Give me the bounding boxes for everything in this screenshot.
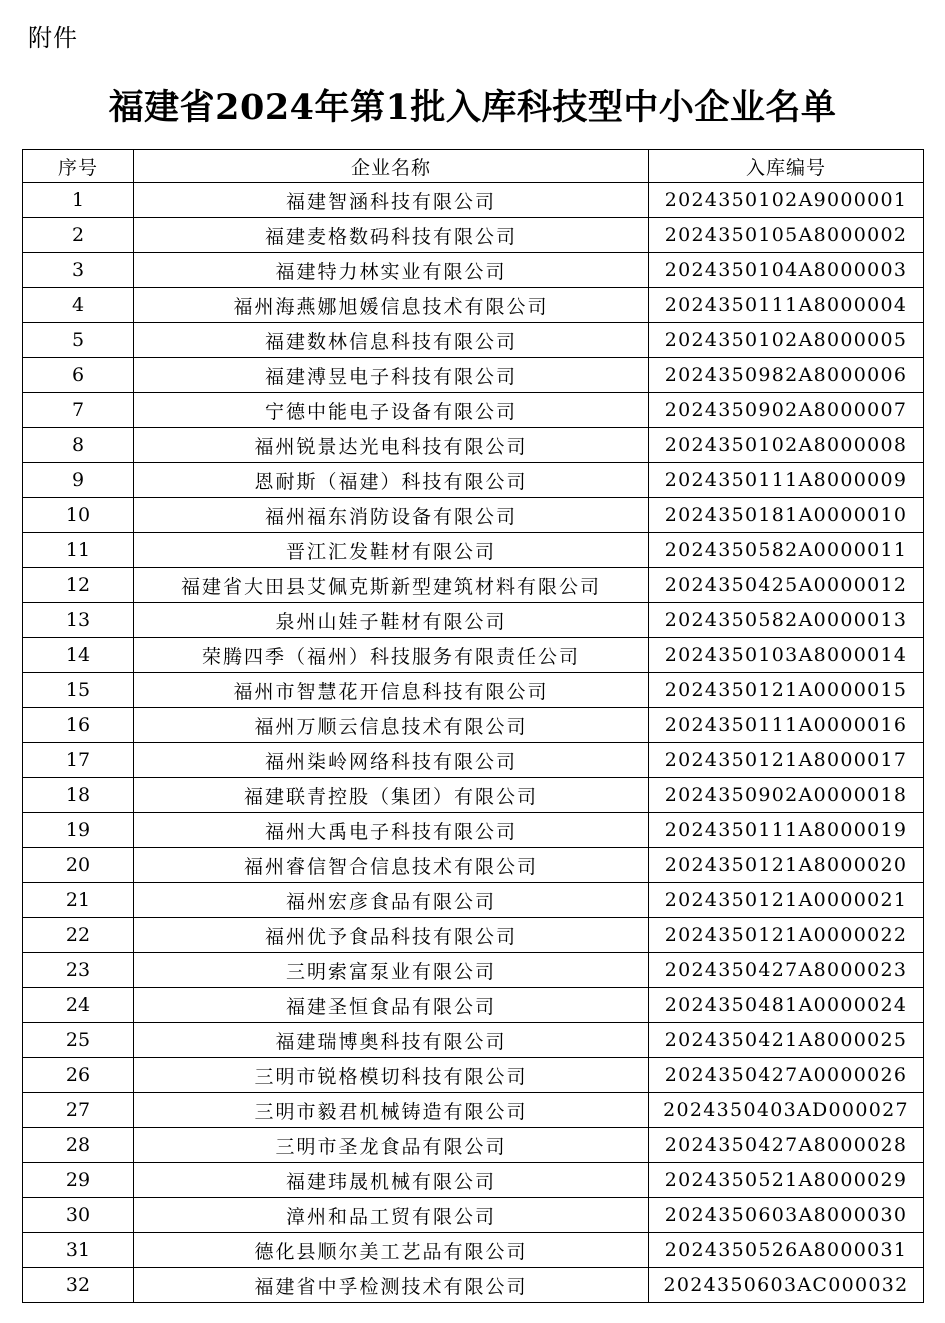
table-row [23,953,924,988]
company-name-cell: 漳州和品工贸有限公司 [134,1198,649,1233]
company-name-cell: 福建圣恒食品有限公司 [134,988,649,1023]
registration-code-cell: 2024350121A8000017 [649,743,924,778]
company-name-cell: 福建玮晟机械有限公司 [134,1163,649,1198]
registration-code-cell: 2024350403AD000027 [649,1093,924,1128]
table-row [23,288,924,323]
registration-code-cell: 2024350105A8000002 [649,218,924,253]
company-name-cell: 福建省中孚检测技术有限公司 [134,1268,649,1303]
table-row [23,323,924,358]
table-row [23,813,924,848]
table-row [23,1268,924,1303]
row-index-cell: 11 [23,533,134,568]
registration-code-cell: 2024350104A8000003 [649,253,924,288]
company-name-cell: 恩耐斯（福建）科技有限公司 [134,463,649,498]
registration-code-cell: 2024350526A8000031 [649,1233,924,1268]
attachment-label: 附件 [28,24,78,52]
registration-code-cell: 2024350582A0000011 [649,533,924,568]
company-name-cell: 三明市毅君机械铸造有限公司 [134,1093,649,1128]
row-index-cell: 2 [23,218,134,253]
row-index-cell: 14 [23,638,134,673]
row-index-cell: 30 [23,1198,134,1233]
table-row [23,918,924,953]
table-row [23,463,924,498]
table-row [23,1093,924,1128]
row-index-cell: 26 [23,1058,134,1093]
registration-code-cell: 2024350982A8000006 [649,358,924,393]
row-index-cell: 28 [23,1128,134,1163]
registration-code-cell: 2024350427A8000023 [649,953,924,988]
table-row [23,498,924,533]
registration-code-cell: 2024350481A0000024 [649,988,924,1023]
table-row [23,743,924,778]
company-name-cell: 福州优予食品科技有限公司 [134,918,649,953]
company-name-cell: 福建瑞博奥科技有限公司 [134,1023,649,1058]
row-index-cell: 5 [23,323,134,358]
registration-code-cell: 2024350427A0000026 [649,1058,924,1093]
column-header-code: 入库编号 [649,150,924,183]
row-index-cell: 16 [23,708,134,743]
registration-code-cell: 2024350902A0000018 [649,778,924,813]
company-name-cell: 三明市圣龙食品有限公司 [134,1128,649,1163]
company-name-cell: 福州宏彦食品有限公司 [134,883,649,918]
company-name-cell: 福建省大田县艾佩克斯新型建筑材料有限公司 [134,568,649,603]
table-row [23,883,924,918]
company-name-cell: 福建智涵科技有限公司 [134,183,649,218]
table-header-row [23,150,924,183]
registration-code-cell: 2024350111A8000009 [649,463,924,498]
company-name-cell: 宁德中能电子设备有限公司 [134,393,649,428]
row-index-cell: 17 [23,743,134,778]
company-name-cell: 福州柒岭网络科技有限公司 [134,743,649,778]
company-name-cell: 福建特力林实业有限公司 [134,253,649,288]
table-row [23,1198,924,1233]
table-row [23,1163,924,1198]
company-name-cell: 三明索富泵业有限公司 [134,953,649,988]
table-row [23,533,924,568]
table-row [23,183,924,218]
company-name-cell: 福州锐景达光电科技有限公司 [134,428,649,463]
registration-code-cell: 2024350521A8000029 [649,1163,924,1198]
row-index-cell: 15 [23,673,134,708]
row-index-cell: 31 [23,1233,134,1268]
table-body [23,183,924,1303]
company-name-cell: 福州市智慧花开信息科技有限公司 [134,673,649,708]
registration-code-cell: 2024350102A9000001 [649,183,924,218]
table-row [23,568,924,603]
registration-code-cell: 2024350111A8000019 [649,813,924,848]
row-index-cell: 23 [23,953,134,988]
table-row [23,638,924,673]
registration-code-cell: 2024350111A0000016 [649,708,924,743]
registration-code-cell: 2024350121A8000020 [649,848,924,883]
company-name-cell: 福建麦格数码科技有限公司 [134,218,649,253]
registration-code-cell: 2024350121A0000021 [649,883,924,918]
row-index-cell: 10 [23,498,134,533]
table-row [23,218,924,253]
company-name-cell: 福州睿信智合信息技术有限公司 [134,848,649,883]
registration-code-cell: 2024350111A8000004 [649,288,924,323]
registration-code-cell: 2024350102A8000008 [649,428,924,463]
company-name-cell: 福建溥昱电子科技有限公司 [134,358,649,393]
table-row [23,778,924,813]
row-index-cell: 12 [23,568,134,603]
enterprise-table [22,149,924,1303]
company-name-cell: 福建联青控股（集团）有限公司 [134,778,649,813]
registration-code-cell: 2024350421A8000025 [649,1023,924,1058]
table-row [23,708,924,743]
table-row [23,673,924,708]
registration-code-cell: 2024350121A0000022 [649,918,924,953]
registration-code-cell: 2024350603A8000030 [649,1198,924,1233]
registration-code-cell: 2024350425A0000012 [649,568,924,603]
company-name-cell: 福州大禹电子科技有限公司 [134,813,649,848]
row-index-cell: 29 [23,1163,134,1198]
row-index-cell: 25 [23,1023,134,1058]
row-index-cell: 3 [23,253,134,288]
table-row [23,848,924,883]
row-index-cell: 8 [23,428,134,463]
row-index-cell: 32 [23,1268,134,1303]
row-index-cell: 4 [23,288,134,323]
table-row [23,358,924,393]
registration-code-cell: 2024350121A0000015 [649,673,924,708]
company-name-cell: 福建数林信息科技有限公司 [134,323,649,358]
table-row [23,1023,924,1058]
column-header-name: 企业名称 [134,150,649,183]
company-name-cell: 福州福东消防设备有限公司 [134,498,649,533]
registration-code-cell: 2024350582A0000013 [649,603,924,638]
table-row [23,1128,924,1163]
row-index-cell: 1 [23,183,134,218]
row-index-cell: 6 [23,358,134,393]
row-index-cell: 22 [23,918,134,953]
registration-code-cell: 2024350102A8000005 [649,323,924,358]
table-row [23,253,924,288]
row-index-cell: 9 [23,463,134,498]
row-index-cell: 13 [23,603,134,638]
row-index-cell: 20 [23,848,134,883]
registration-code-cell: 2024350181A0000010 [649,498,924,533]
page-title: 福建省2024年第1批入库科技型中小企业名单 [108,87,837,128]
row-index-cell: 19 [23,813,134,848]
table-row [23,393,924,428]
row-index-cell: 24 [23,988,134,1023]
registration-code-cell: 2024350103A8000014 [649,638,924,673]
table-row [23,1058,924,1093]
column-header-index: 序号 [23,150,134,183]
row-index-cell: 18 [23,778,134,813]
registration-code-cell: 2024350603AC000032 [649,1268,924,1303]
row-index-cell: 21 [23,883,134,918]
table-row [23,988,924,1023]
row-index-cell: 27 [23,1093,134,1128]
company-name-cell: 三明市锐格模切科技有限公司 [134,1058,649,1093]
company-name-cell: 荣腾四季（福州）科技服务有限责任公司 [134,638,649,673]
registration-code-cell: 2024350902A8000007 [649,393,924,428]
company-name-cell: 福州海燕娜旭媛信息技术有限公司 [134,288,649,323]
row-index-cell: 7 [23,393,134,428]
company-name-cell: 德化县顺尔美工艺品有限公司 [134,1233,649,1268]
company-name-cell: 泉州山娃子鞋材有限公司 [134,603,649,638]
registration-code-cell: 2024350427A8000028 [649,1128,924,1163]
table-row [23,603,924,638]
company-name-cell: 福州万顺云信息技术有限公司 [134,708,649,743]
company-name-cell: 晋江汇发鞋材有限公司 [134,533,649,568]
table-row [23,428,924,463]
table-row [23,1233,924,1268]
